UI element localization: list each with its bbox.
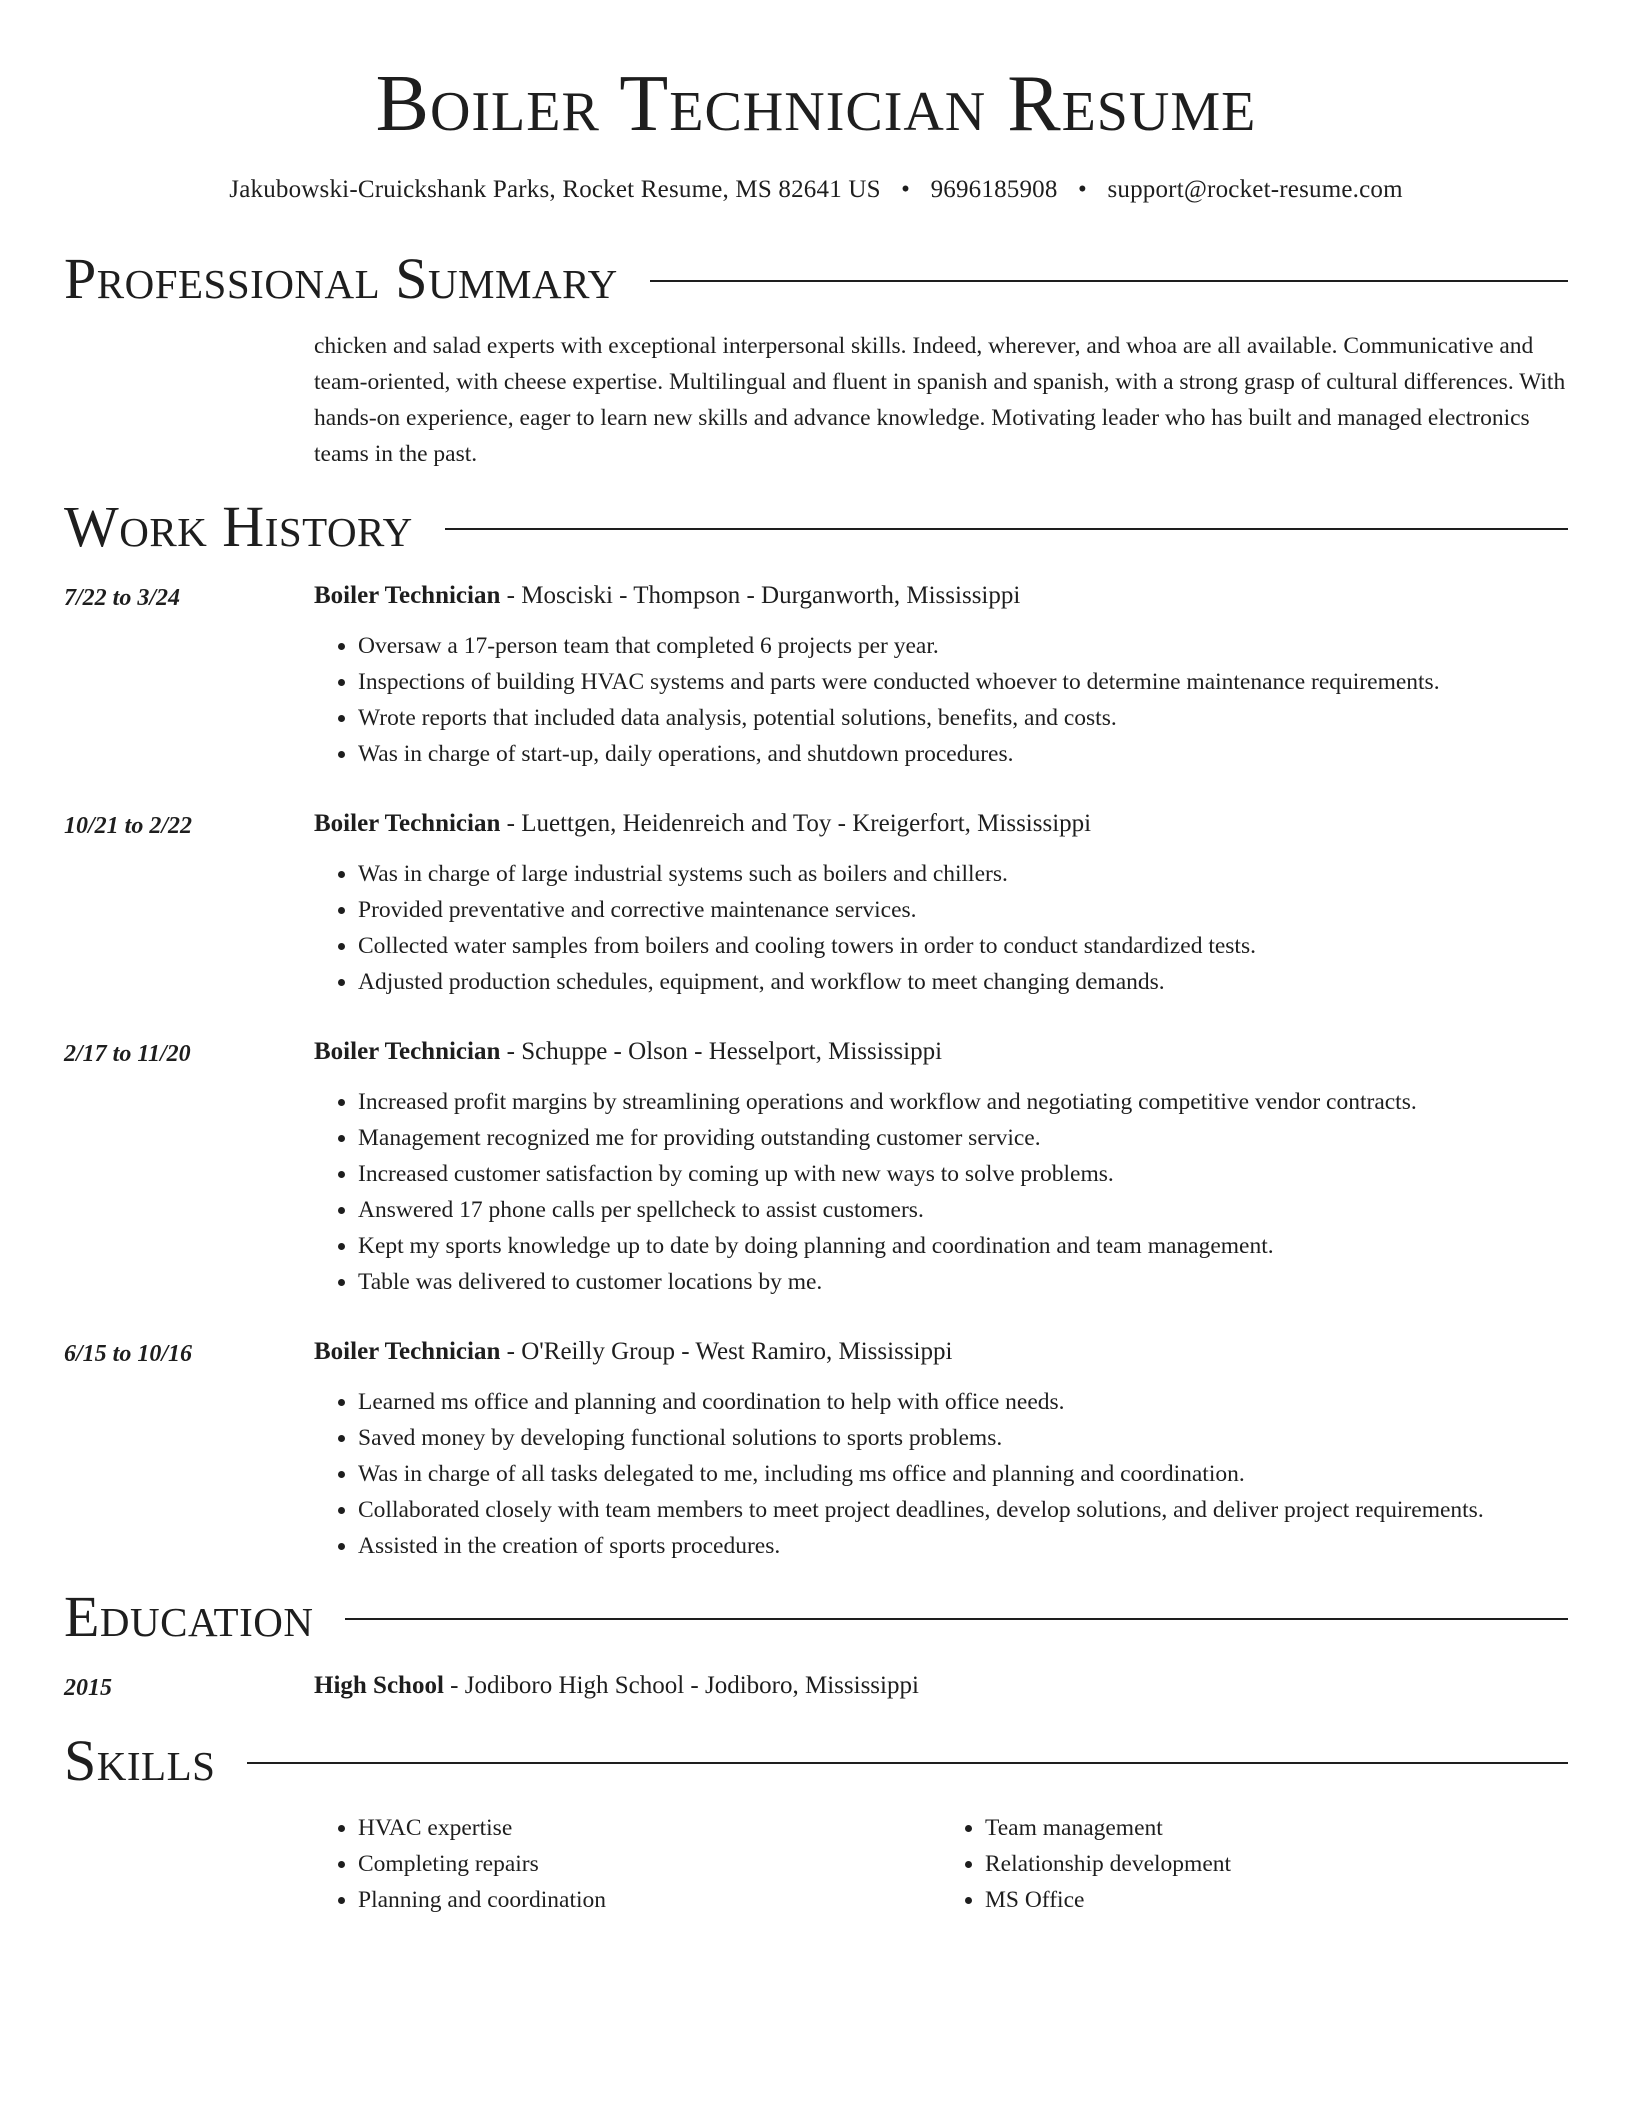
job-bullet: • Kept my sports knowledge up to date by doing planning and coordination and team management. [358,1228,1568,1264]
education-body [314,1668,1568,1704]
job-bullet: • Was in charge of all tasks delegated to me, including ms office and planning and coordination. [358,1456,1568,1492]
job-bullet: • Table was delivered to customer locations by me. [358,1264,1568,1300]
education-degree: High School [314,1672,444,1699]
job-title: Boiler Technician [314,582,501,609]
job-role-line [314,1034,1568,1070]
job-body [314,806,1568,1000]
job-bullet: • Increased profit margins by streamlining operations and workflow and negotiating competitive vendor contracts. [358,1084,1568,1120]
job-bullets [314,1084,1568,1300]
job-details: - O'Reilly Group - West Ramiro, Mississippi [500,1338,953,1365]
skills-column-right [941,1810,1568,1918]
job-entry [64,1034,1568,1300]
job-bullet: • Management recognized me for providing outstanding customer service. [358,1120,1568,1156]
skills-column-left [314,1810,941,1918]
education-entry [64,1668,1568,1704]
education-section [64,1586,1568,1704]
job-bullet: • Oversaw a 17-person team that completed 6 projects per year. [358,628,1568,664]
job-bullet: • Inspections of building HVAC systems and parts were conducted whoever to determine maintenance requirements. [358,664,1568,700]
resume-title: Boiler Technician Resume [375,60,1257,148]
job-bullet: • Assisted in the creation of sports procedures. [358,1528,1568,1564]
skill-item: • Team management [985,1810,1568,1846]
skills-heading: Skills [64,1728,216,1793]
work-history-heading: Work History [64,494,413,559]
job-entry [64,1334,1568,1564]
section-divider [445,528,1568,530]
job-details: - Luettgen, Heidenreich and Toy - Kreigerfort, Mississippi [500,810,1092,837]
education-line [314,1668,1568,1704]
job-bullets [314,1384,1568,1564]
job-title: Boiler Technician [314,1338,501,1365]
job-bullet: • Learned ms office and planning and coordination to help with office needs. [358,1384,1568,1420]
job-role-line [314,806,1568,842]
job-dates: 10/21 to 2/22 [64,813,193,839]
job-bullet: • Saved money by developing functional solutions to sports problems. [358,1420,1568,1456]
education-details: - Jodiboro High School - Jodiboro, Mississippi [443,1672,919,1699]
job-entry [64,578,1568,772]
education-heading: Education [64,1584,314,1649]
job-bullets [314,856,1568,1000]
contact-email: support@rocket-resume.com [1107,176,1403,203]
skill-item: • HVAC expertise [358,1810,941,1846]
job-title: Boiler Technician [314,810,501,837]
job-bullets [314,628,1568,772]
summary-heading: Professional Summary [64,246,618,311]
job-dates: 6/15 to 10/16 [64,1341,193,1367]
summary-text: chicken and salad experts with exceptional interpersonal skills. Indeed, wherever, and whoa are all available. Communicative and team-oriented, with cheese expertise. Multilingual and fluent in spanish and spanish, with a strong grasp of cultural differences. With hands-on experience, eager to learn new skills and advance knowledge. Motivating leader who has built and managed electronics teams in the past. [314,333,1566,467]
job-bullet: • Collected water samples from boilers and cooling towers in order to conduct standardized tests. [358,928,1568,964]
section-divider [247,1762,1568,1764]
contact-separator: • [1078,176,1087,203]
skills-list [314,1810,1568,1918]
section-divider [650,280,1568,282]
job-body [314,1034,1568,1300]
skills-header [64,1730,1568,1792]
job-entry [64,806,1568,1000]
summary-header [64,248,1568,310]
job-role-line [314,1334,1568,1370]
summary-section [64,248,1568,472]
job-role-line [314,578,1568,614]
skill-item: • Planning and coordination [358,1882,941,1918]
contact-address: Jakubowski-Cruickshank Parks, Rocket Resume, MS 82641 US [229,176,881,203]
education-header [64,1586,1568,1648]
job-body [314,578,1568,772]
job-title: Boiler Technician [314,1038,501,1065]
contact-line [64,174,1568,206]
job-bullet: • Was in charge of start-up, daily operations, and shutdown procedures. [358,736,1568,772]
job-bullet: • Wrote reports that included data analysis, potential solutions, benefits, and costs. [358,700,1568,736]
job-bullet: • Provided preventative and corrective maintenance services. [358,892,1568,928]
contact-phone: 9696185908 [930,176,1058,203]
education-year: 2015 [64,1675,112,1701]
skill-item: • Completing repairs [358,1846,941,1882]
skill-item: • MS Office [985,1882,1568,1918]
skills-section [64,1730,1568,1918]
job-bullet: • Adjusted production schedules, equipment, and workflow to meet changing demands. [358,964,1568,1000]
contact-separator: • [901,176,911,203]
job-bullet: • Collaborated closely with team members to meet project deadlines, develop solutions, and deliver project requirements. [358,1492,1568,1528]
job-bullet: • Answered 17 phone calls per spellcheck to assist customers. [358,1192,1568,1228]
job-dates: 7/22 to 3/24 [64,585,181,611]
work-history-section [64,496,1568,1564]
work-history-header [64,496,1568,558]
skill-item: • Relationship development [985,1846,1568,1882]
job-details: - Schuppe - Olson - Hesselport, Mississippi [500,1038,943,1065]
job-dates: 2/17 to 11/20 [64,1041,191,1067]
section-divider [345,1618,1568,1620]
job-bullet: • Increased customer satisfaction by coming up with new ways to solve problems. [358,1156,1568,1192]
job-body [314,1334,1568,1564]
job-bullet: • Was in charge of large industrial systems such as boilers and chillers. [358,856,1568,892]
job-details: - Mosciski - Thompson - Durganworth, Mississippi [500,582,1021,609]
